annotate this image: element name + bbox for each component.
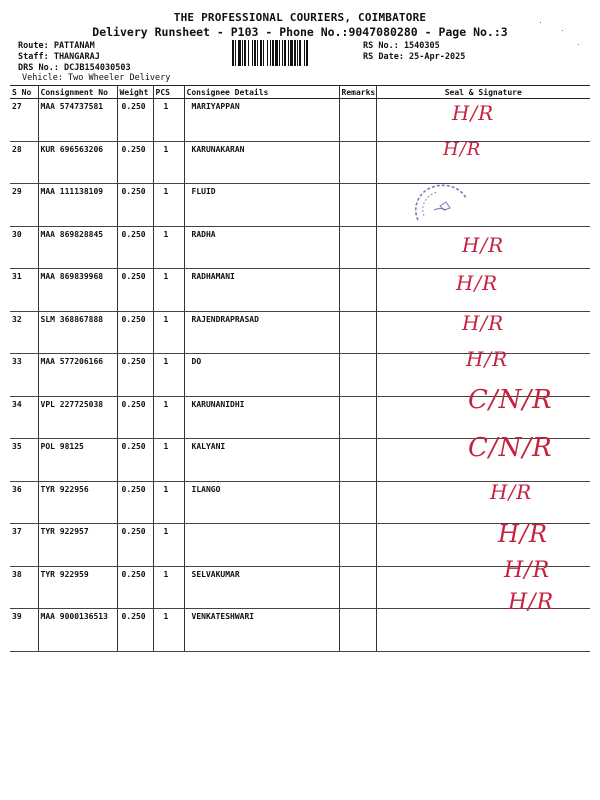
cell-sno: 31 (10, 269, 38, 312)
cell-consignee: KARUNAKARAN (184, 141, 339, 184)
cell-pcs: 1 (153, 481, 184, 524)
cell-sno: 29 (10, 184, 38, 227)
cell-consignment: VPL 227725038 (38, 396, 117, 439)
column-header-remarks: Remarks (339, 86, 376, 99)
cell-consignment: MAA 9000136513 (38, 609, 117, 652)
cell-weight: 0.250 (117, 354, 153, 397)
cell-consignment: TYR 922957 (38, 524, 117, 567)
cell-signature (376, 481, 590, 524)
column-header-pcs: PCS (153, 86, 184, 99)
cell-sno: 36 (10, 481, 38, 524)
cell-weight: 0.250 (117, 481, 153, 524)
drs-number: DRS No.: DCJB154030503 (18, 63, 131, 73)
cell-consignee: RADHA (184, 226, 339, 269)
cell-sno: 38 (10, 566, 38, 609)
cell-pcs: 1 (153, 354, 184, 397)
cell-consignee: MARIYAPPAN (184, 99, 339, 142)
barcode-image (232, 40, 350, 66)
table-row (10, 99, 590, 142)
handwritten-signature: C/N/R (468, 433, 553, 463)
cell-weight: 0.250 (117, 609, 153, 652)
cell-signature (376, 609, 590, 652)
column-header-weight: Weight (117, 86, 153, 99)
cell-consignment: MAA 869828845 (38, 226, 117, 269)
handwritten-signature: H/R (452, 101, 495, 125)
cell-pcs: 1 (153, 99, 184, 142)
cell-remarks (339, 481, 376, 524)
cell-remarks (339, 269, 376, 312)
cell-consignment: MAA 111138109 (38, 184, 117, 227)
table-row (10, 141, 590, 184)
handwritten-signature: H/R (462, 233, 505, 257)
cell-sno: 32 (10, 311, 38, 354)
rs-number: RS No.: 1540305 (363, 41, 440, 51)
company-title: THE PROFESSIONAL COURIERS, COIMBATORE (173, 11, 427, 24)
handwritten-signature: H/R (462, 311, 505, 335)
handwritten-signature: H/R (498, 520, 549, 548)
cell-consignment: MAA 577206166 (38, 354, 117, 397)
cell-sno: 27 (10, 99, 38, 142)
table-row (10, 609, 590, 652)
handwritten-signature: C/N/R (468, 385, 553, 415)
cell-consignee: KARUNANIDHI (184, 396, 339, 439)
cell-pcs: 1 (153, 566, 184, 609)
table-row (10, 269, 590, 312)
scan-speck (540, 22, 541, 23)
handwritten-signature: H/R (466, 347, 509, 371)
cell-remarks (339, 99, 376, 142)
cell-consignee: KALYANI (184, 439, 339, 482)
cell-weight: 0.250 (117, 184, 153, 227)
cell-pcs: 1 (153, 439, 184, 482)
cell-weight: 0.250 (117, 524, 153, 567)
cell-weight: 0.250 (117, 99, 153, 142)
scan-speck (578, 44, 579, 45)
cell-signature (376, 524, 590, 567)
cell-remarks (339, 609, 376, 652)
cell-consignee: RAJENDRAPRASAD (184, 311, 339, 354)
cell-sno: 35 (10, 439, 38, 482)
cell-consignee (184, 524, 339, 567)
cell-consignment: POL 98125 (38, 439, 117, 482)
column-header-signature: Seal & Signature (376, 86, 590, 99)
cell-pcs: 1 (153, 524, 184, 567)
cell-sno: 39 (10, 609, 38, 652)
cell-weight: 0.250 (117, 396, 153, 439)
cell-signature (376, 184, 590, 227)
cell-sno: 30 (10, 226, 38, 269)
cell-consignee: DO (184, 354, 339, 397)
cell-pcs: 1 (153, 311, 184, 354)
route-label: Route: PATTANAM (18, 41, 95, 51)
table-row (10, 184, 590, 227)
cell-consignee: SELVAKUMAR (184, 566, 339, 609)
handwritten-signature: H/R (443, 139, 482, 160)
table-row (10, 566, 590, 609)
cell-remarks (339, 354, 376, 397)
cell-weight: 0.250 (117, 439, 153, 482)
rs-date: RS Date: 25-Apr-2025 (363, 52, 466, 62)
cell-consignee: ILANGO (184, 481, 339, 524)
scan-speck (562, 30, 563, 31)
cell-pcs: 1 (153, 609, 184, 652)
cell-pcs: 1 (153, 141, 184, 184)
vehicle-label: Vehicle: Two Wheeler Delivery (22, 73, 171, 83)
cell-consignment: MAA 869839968 (38, 269, 117, 312)
delivery-stamp-mark (410, 180, 470, 230)
cell-pcs: 1 (153, 226, 184, 269)
column-header-consignee: Consignee Details (184, 86, 339, 99)
cell-weight: 0.250 (117, 566, 153, 609)
cell-remarks (339, 566, 376, 609)
cell-consignment: MAA 574737581 (38, 99, 117, 142)
cell-remarks (339, 226, 376, 269)
cell-sno: 37 (10, 524, 38, 567)
cell-remarks (339, 396, 376, 439)
cell-remarks (339, 141, 376, 184)
cell-consignment: KUR 696563206 (38, 141, 117, 184)
cell-sno: 28 (10, 141, 38, 184)
cell-weight: 0.250 (117, 226, 153, 269)
cell-weight: 0.250 (117, 141, 153, 184)
cell-sno: 33 (10, 354, 38, 397)
cell-consignee: FLUID (184, 184, 339, 227)
cell-weight: 0.250 (117, 311, 153, 354)
cell-consignment: SLM 368867888 (38, 311, 117, 354)
cell-pcs: 1 (153, 269, 184, 312)
cell-consignee: VENKATESHWARI (184, 609, 339, 652)
cell-pcs: 1 (153, 396, 184, 439)
staff-label: Staff: THANGARAJ (18, 52, 100, 62)
cell-pcs: 1 (153, 184, 184, 227)
handwritten-signature: H/R (508, 590, 555, 615)
table-header-row (10, 86, 590, 99)
cell-remarks (339, 439, 376, 482)
cell-remarks (339, 311, 376, 354)
cell-remarks (339, 524, 376, 567)
handwritten-signature: H/R (456, 271, 499, 295)
cell-consignment: TYR 922956 (38, 481, 117, 524)
cell-weight: 0.250 (117, 269, 153, 312)
cell-signature (376, 141, 590, 184)
column-header-consignment: Consignment No (38, 86, 117, 99)
runsheet-title: Delivery Runsheet - P103 - Phone No.:9047080280 - Page No.:3 (92, 25, 508, 39)
cell-remarks (339, 184, 376, 227)
column-header-sno: S No (10, 86, 38, 99)
handwritten-signature: H/R (504, 558, 551, 583)
cell-signature (376, 566, 590, 609)
cell-sno: 34 (10, 396, 38, 439)
cell-consignment: TYR 922959 (38, 566, 117, 609)
handwritten-signature: H/R (490, 480, 533, 504)
cell-consignee: RADHAMANI (184, 269, 339, 312)
